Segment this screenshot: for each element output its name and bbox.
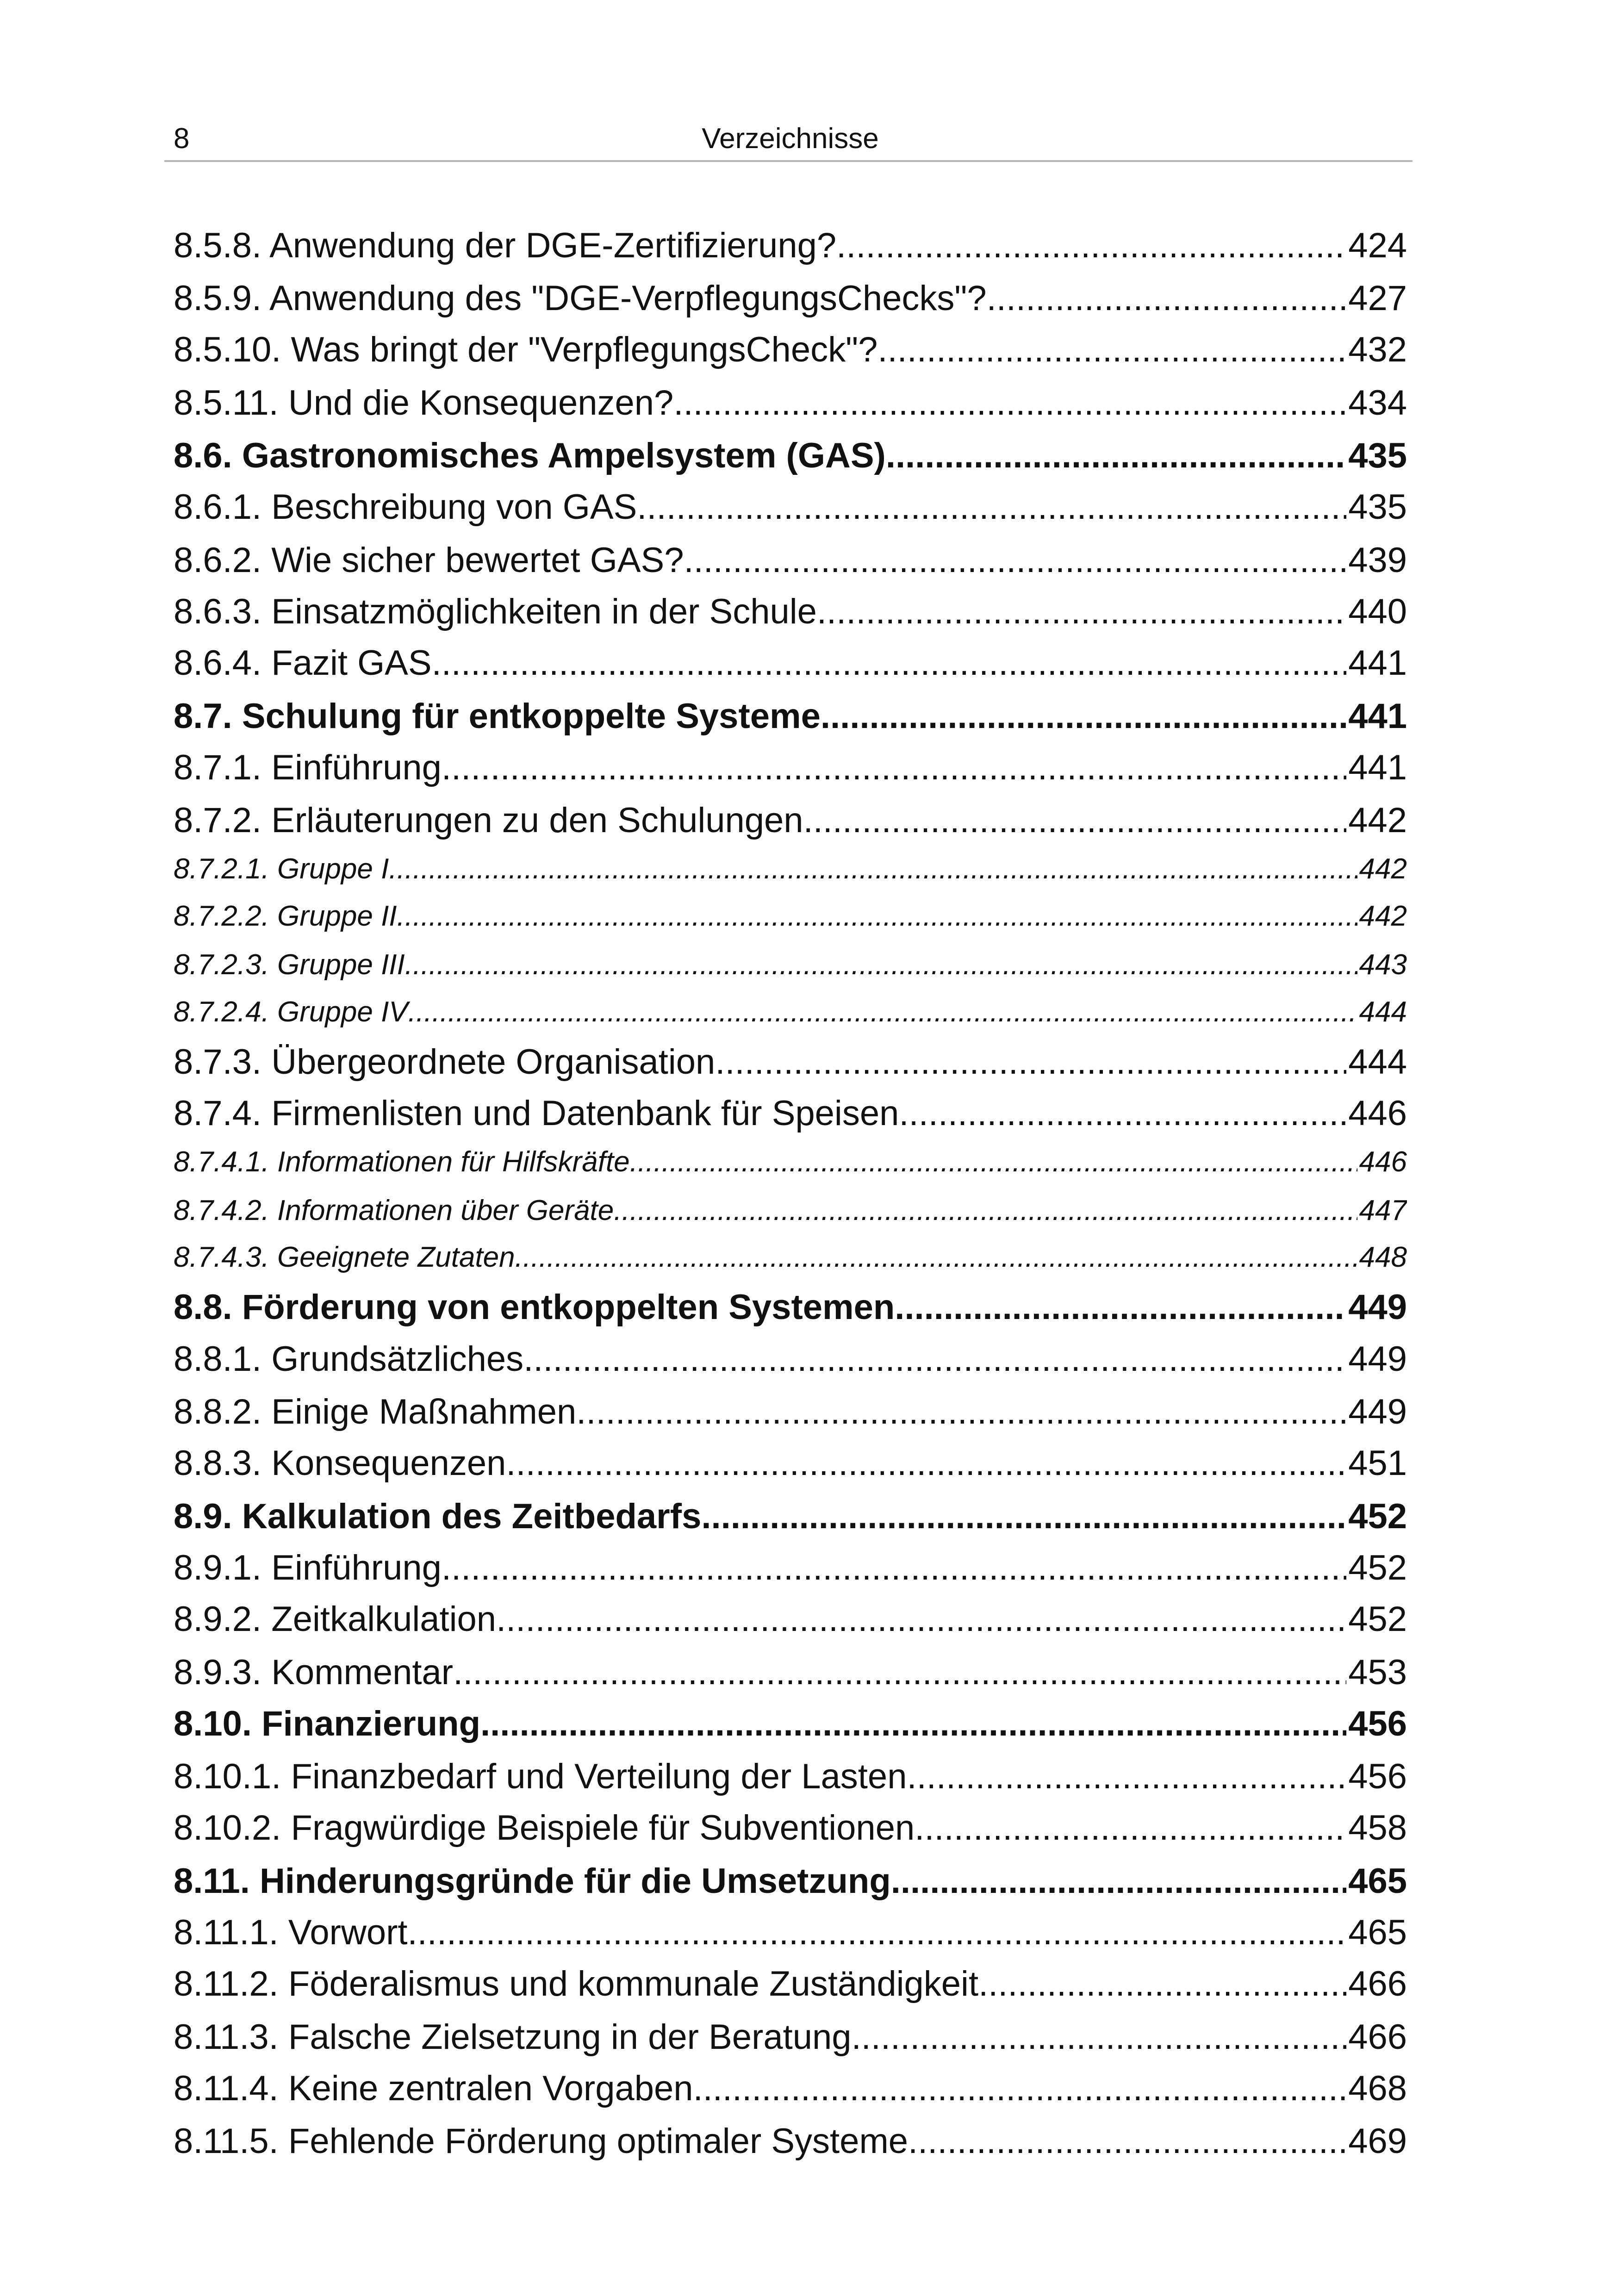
toc-dot-leader — [432, 638, 1347, 689]
toc-entry-page-number: 468 — [1348, 2069, 1407, 2108]
toc-subsection-entry[interactable] — [174, 1907, 1407, 1958]
toc-entry-title: 8.6. Gastronomisches Ampelsystem (GAS) — [174, 436, 886, 475]
toc-subsection-entry[interactable] — [174, 378, 1407, 429]
toc-subsection-entry[interactable] — [174, 2063, 1407, 2114]
toc-dot-leader — [405, 942, 1357, 988]
toc-dot-leader — [877, 324, 1346, 375]
toc-entry-title: 8.9.3. Kommentar — [174, 1653, 454, 1692]
toc-dot-leader — [891, 1856, 1346, 1907]
toc-dot-leader — [693, 2063, 1347, 2114]
toc-entry-title: 8.11.5. Fehlende Förderung optimaler Systeme — [174, 2122, 909, 2161]
toc-dot-leader — [895, 1282, 1346, 1333]
toc-entry-page-number: 446 — [1348, 1094, 1407, 1133]
toc-dot-leader — [408, 1907, 1347, 1958]
toc-entry-title: 8.7.2.4. Gruppe IV — [174, 996, 408, 1028]
toc-entry-title: 8.11. Hinderungsgründe für die Umsetzung — [174, 1861, 891, 1901]
toc-entry-page-number: 466 — [1348, 2017, 1407, 2057]
toc-subsubsection-entry[interactable] — [174, 1139, 1407, 1185]
table-of-contents — [174, 0, 1407, 2296]
toc-entry-title: 8.5.11. Und die Konsequenzen? — [174, 383, 674, 423]
toc-section-entry[interactable] — [174, 1282, 1407, 1333]
toc-section-entry[interactable] — [174, 1699, 1407, 1749]
toc-subsection-entry[interactable] — [174, 2012, 1407, 2063]
toc-entry-page-number: 439 — [1348, 541, 1407, 580]
toc-subsection-entry[interactable] — [174, 1543, 1407, 1593]
toc-subsection-entry[interactable] — [174, 1088, 1407, 1139]
toc-subsection-entry[interactable] — [174, 1751, 1407, 1802]
toc-entry-page-number: 469 — [1348, 2122, 1407, 2161]
toc-subsection-entry[interactable] — [174, 1647, 1407, 1698]
toc-dot-leader — [978, 1959, 1346, 2010]
toc-entry-title: 8.8.1. Grundsätzliches — [174, 1339, 524, 1379]
toc-entry-page-number: 441 — [1348, 643, 1407, 683]
toc-entry-title: 8.7.2.1. Gruppe I — [174, 853, 389, 885]
toc-dot-leader — [496, 1594, 1346, 1645]
toc-dot-leader — [684, 535, 1346, 586]
toc-dot-leader — [453, 1647, 1346, 1698]
toc-entry-page-number: 449 — [1348, 1288, 1407, 1327]
toc-dot-leader — [987, 273, 1347, 324]
toc-entry-title: 8.11.2. Föderalismus und kommunale Zuständigkeit — [174, 1964, 979, 2004]
toc-dot-leader — [523, 1334, 1346, 1385]
toc-entry-page-number: 456 — [1348, 1704, 1407, 1743]
toc-entry-title: 8.6.1. Beschreibung von GAS — [174, 487, 637, 527]
toc-subsubsection-entry[interactable] — [174, 942, 1407, 988]
toc-dot-leader — [817, 586, 1346, 637]
toc-entry-title: 8.7.2.3. Gruppe III — [174, 949, 405, 981]
toc-entry-title: 8.7.4.2. Informationen über Geräte — [174, 1195, 614, 1226]
toc-entry-page-number: 432 — [1348, 330, 1407, 369]
toc-section-entry[interactable] — [174, 1491, 1407, 1542]
toc-section-entry[interactable] — [174, 430, 1407, 481]
toc-dot-leader — [637, 482, 1346, 533]
toc-subsubsection-entry[interactable] — [174, 846, 1407, 892]
toc-entry-title: 8.8. Förderung von entkoppelten Systemen — [174, 1288, 895, 1327]
toc-entry-page-number: 441 — [1348, 748, 1407, 787]
toc-dot-leader — [397, 893, 1357, 940]
toc-entry-title: 8.10.1. Finanzbedarf und Verteilung der Lasten — [174, 1757, 907, 1796]
toc-entry-page-number: 442 — [1359, 853, 1407, 885]
toc-entry-page-number: 465 — [1348, 1913, 1407, 1952]
toc-entry-page-number: 444 — [1348, 1042, 1407, 1082]
toc-subsection-entry[interactable] — [174, 324, 1407, 375]
toc-entry-title: 8.7. Schulung für entkoppelte Systeme — [174, 697, 821, 736]
toc-entry-page-number: 456 — [1348, 1757, 1407, 1796]
toc-dot-leader — [630, 1139, 1357, 1185]
toc-subsection-entry[interactable] — [174, 1438, 1407, 1489]
toc-dot-leader — [701, 1491, 1346, 1542]
toc-entry-page-number: 453 — [1348, 1653, 1407, 1692]
running-title: Verzeichnisse — [702, 123, 879, 155]
toc-subsection-entry[interactable] — [174, 220, 1407, 271]
toc-dot-leader — [836, 220, 1346, 271]
toc-dot-leader — [442, 1543, 1346, 1593]
toc-entry-title: 8.8.3. Konsequenzen — [174, 1444, 506, 1483]
toc-dot-leader — [715, 1037, 1346, 1088]
toc-subsection-entry[interactable] — [174, 482, 1407, 533]
toc-entry-page-number: 452 — [1348, 1599, 1407, 1639]
toc-entry-page-number: 447 — [1359, 1195, 1407, 1226]
toc-entry-title: 8.7.1. Einführung — [174, 748, 442, 787]
toc-subsection-entry[interactable] — [174, 638, 1407, 689]
toc-entry-title: 8.5.8. Anwendung der DGE-Zertifizierung? — [174, 226, 837, 265]
toc-entry-title: 8.7.4.3. Geeignete Zutaten — [174, 1241, 515, 1273]
toc-dot-leader — [673, 378, 1346, 429]
toc-entry-title: 8.10.2. Fragwürdige Beispiele für Subventionen — [174, 1808, 915, 1848]
toc-subsection-entry[interactable] — [174, 2116, 1407, 2167]
toc-entry-title: 8.10. Finanzierung — [174, 1704, 481, 1743]
toc-subsection-entry[interactable] — [174, 1803, 1407, 1854]
toc-subsubsection-entry[interactable] — [174, 1188, 1407, 1234]
toc-entry-title: 8.11.4. Keine zentralen Vorgaben — [174, 2069, 693, 2108]
toc-entry-page-number: 466 — [1348, 1964, 1407, 2004]
toc-entry-page-number: 442 — [1348, 801, 1407, 840]
toc-entry-page-number: 434 — [1348, 383, 1407, 423]
toc-entry-page-number: 448 — [1359, 1241, 1407, 1273]
toc-entry-page-number: 440 — [1348, 592, 1407, 631]
toc-dot-leader — [886, 430, 1346, 481]
page-number: 8 — [174, 123, 190, 155]
toc-entry-page-number: 452 — [1348, 1548, 1407, 1587]
toc-subsection-entry[interactable] — [174, 1037, 1407, 1088]
toc-entry-page-number: 449 — [1348, 1339, 1407, 1379]
toc-subsection-entry[interactable] — [174, 1387, 1407, 1437]
toc-section-entry[interactable] — [174, 691, 1407, 742]
toc-subsection-entry[interactable] — [174, 1334, 1407, 1385]
toc-dot-leader — [408, 989, 1357, 1035]
toc-entry-title: 8.6.2. Wie sicher bewertet GAS? — [174, 541, 684, 580]
toc-entry-title: 8.5.9. Anwendung des "DGE-VerpflegungsChecks"? — [174, 279, 987, 318]
toc-subsubsection-entry[interactable] — [174, 1234, 1407, 1281]
toc-subsection-entry[interactable] — [174, 586, 1407, 637]
toc-subsection-entry[interactable] — [174, 795, 1407, 846]
toc-entry-title: 8.11.3. Falsche Zielsetzung in der Beratung — [174, 2017, 852, 2057]
toc-entry-page-number: 452 — [1348, 1497, 1407, 1536]
toc-dot-leader — [899, 1088, 1346, 1139]
toc-entry-title: 8.7.2. Erläuterungen zu den Schulungen — [174, 801, 803, 840]
toc-dot-leader — [821, 691, 1346, 742]
toc-entry-title: 8.9. Kalkulation des Zeitbedarfs — [174, 1497, 702, 1536]
toc-entry-page-number: 435 — [1348, 487, 1407, 527]
toc-entry-page-number: 435 — [1348, 436, 1407, 475]
toc-entry-title: 8.5.10. Was bringt der "VerpflegungsCheck"? — [174, 330, 878, 369]
toc-dot-leader — [515, 1234, 1357, 1281]
toc-entry-page-number: 424 — [1348, 226, 1407, 265]
toc-entry-title: 8.7.4. Firmenlisten und Datenbank für Speisen — [174, 1094, 899, 1133]
toc-entry-page-number: 427 — [1348, 279, 1407, 318]
toc-dot-leader — [576, 1387, 1346, 1437]
toc-entry-page-number: 446 — [1359, 1146, 1407, 1178]
toc-dot-leader — [915, 1803, 1346, 1854]
toc-subsection-entry[interactable] — [174, 535, 1407, 586]
toc-dot-leader — [480, 1699, 1346, 1749]
toc-entry-title: 8.7.4.1. Informationen für Hilfskräfte — [174, 1146, 630, 1178]
toc-entry-title: 8.11.1. Vorwort — [174, 1913, 408, 1952]
toc-section-entry[interactable] — [174, 1856, 1407, 1907]
toc-entry-title: 8.9.2. Zeitkalkulation — [174, 1599, 497, 1639]
toc-entry-page-number: 451 — [1348, 1444, 1407, 1483]
toc-entry-title: 8.8.2. Einige Maßnahmen — [174, 1392, 577, 1431]
toc-dot-leader — [614, 1188, 1357, 1234]
toc-entry-page-number: 444 — [1359, 996, 1407, 1028]
toc-subsubsection-entry[interactable] — [174, 989, 1407, 1035]
toc-subsection-entry[interactable] — [174, 1959, 1407, 2010]
toc-dot-leader — [907, 1751, 1346, 1802]
toc-entry-page-number: 443 — [1359, 949, 1407, 981]
toc-entry-title: 8.7.2.2. Gruppe II — [174, 900, 397, 932]
toc-subsubsection-entry[interactable] — [174, 893, 1407, 940]
toc-dot-leader — [389, 846, 1357, 892]
toc-subsection-entry[interactable] — [174, 1594, 1407, 1645]
toc-entry-page-number: 458 — [1348, 1808, 1407, 1848]
toc-dot-leader — [852, 2012, 1347, 2063]
toc-entry-title: 8.6.4. Fazit GAS — [174, 643, 432, 683]
toc-subsection-entry[interactable] — [174, 742, 1407, 793]
toc-entry-title: 8.7.3. Übergeordnete Organisation — [174, 1042, 716, 1082]
toc-entry-page-number: 449 — [1348, 1392, 1407, 1431]
toc-dot-leader — [506, 1438, 1346, 1489]
toc-dot-leader — [803, 795, 1347, 846]
toc-dot-leader — [442, 742, 1346, 793]
toc-subsection-entry[interactable] — [174, 273, 1407, 324]
toc-dot-leader — [908, 2116, 1346, 2167]
toc-entry-page-number: 441 — [1348, 697, 1407, 736]
toc-entry-title: 8.6.3. Einsatzmöglichkeiten in der Schule — [174, 592, 817, 631]
toc-entry-title: 8.9.1. Einführung — [174, 1548, 442, 1587]
toc-entry-page-number: 465 — [1348, 1861, 1407, 1901]
toc-entry-page-number: 442 — [1359, 900, 1407, 932]
